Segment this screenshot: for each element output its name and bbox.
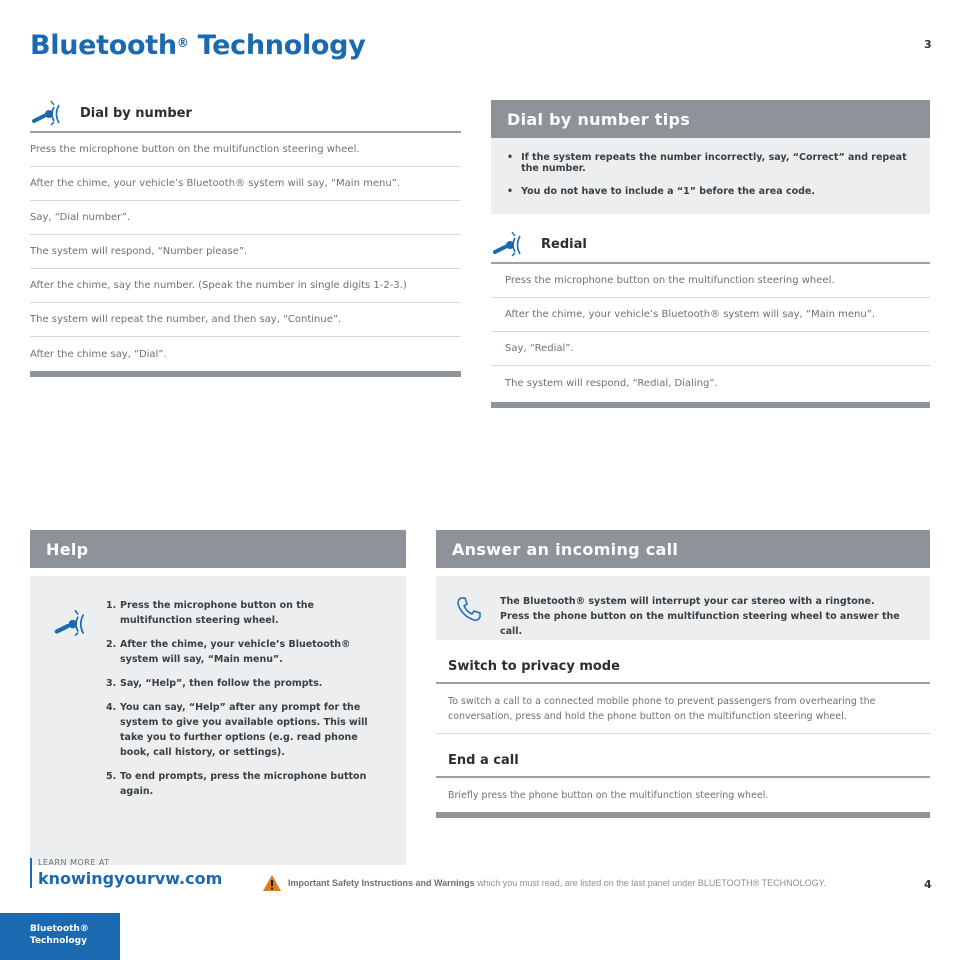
website-link[interactable]: knowingyourvw.com (38, 869, 223, 888)
help-heading: Help (30, 530, 406, 568)
section-tab (0, 913, 120, 960)
microphone-voice-icon (52, 606, 100, 640)
list-item: 3. Say, “Help”, then follow the prompts. (106, 678, 323, 689)
dial-by-number-heading: Dial by number (80, 105, 192, 121)
redial-header (491, 226, 930, 264)
end-call-heading: End a call (436, 734, 930, 778)
learn-more-label: LEARN MORE AT (38, 858, 110, 867)
phone-handset-icon (454, 594, 484, 624)
list-item: 1. Press the microphone button on the multifunction steering wheel. (106, 600, 314, 626)
answer-call-section (436, 530, 930, 818)
redial-heading: Redial (541, 236, 587, 252)
redial-steps-list (491, 264, 930, 400)
help-section (30, 530, 406, 865)
dial-steps-list (30, 133, 461, 371)
end-call-text: Briefly press the phone button on the multifunction steering wheel. (448, 790, 769, 801)
list-item: After the chime, your vehicle’s Bluetooth® system will say, “Main menu”. (491, 298, 930, 332)
redial-section (491, 226, 930, 408)
warning-triangle-icon (262, 874, 282, 892)
privacy-mode-heading: Switch to privacy mode (436, 640, 930, 684)
list-item: 4. You can say, “Help” after any prompt for the system to give you available options. This will take you to further options (e.g. read phone book, call history, or settings). (106, 702, 368, 758)
list-item: 2. After the chime, your vehicle’s Bluetooth® system will say, “Main menu”. (106, 639, 351, 665)
list-item: After the chime, say the number. (Speak the number in single digits 1-2-3.) (30, 269, 461, 303)
safety-warning-text: Important Safety Instructions and Warnings which you must read, are listed on the last panel under BLUETOOTH® TECHNOLOGY. (288, 878, 826, 888)
microphone-voice-icon (30, 97, 74, 129)
learn-more-block (30, 858, 222, 888)
list-item: Press the microphone button on the multifunction steering wheel. (491, 264, 930, 298)
list-item: • You do not have to include a “1” before the area code. (507, 186, 815, 197)
section-divider (491, 402, 930, 408)
list-item: The system will repeat the number, and then say, “Continue”. (30, 303, 461, 337)
list-item: The system will respond, “Redial, Dialing”. (505, 377, 718, 389)
page-number-bottom: 4 (924, 878, 932, 891)
safety-warning (262, 874, 826, 892)
answer-call-text: The Bluetooth® system will interrupt your car stereo with a ringtone. Press the phone button on the multifunction steering wheel to answer the call. (500, 596, 900, 637)
answer-call-box (436, 576, 930, 640)
page-number-top: 3 (924, 38, 932, 51)
dial-by-number-header (30, 95, 461, 133)
answer-call-heading: Answer an incoming call (436, 530, 930, 568)
list-item: After the chime, your vehicle’s Bluetooth® system will say, “Main menu”. (30, 167, 461, 201)
microphone-voice-icon (491, 228, 535, 260)
list-item: Say, “Dial number”. (30, 201, 461, 235)
section-divider (30, 371, 461, 377)
list-item: After the chime say, “Dial”. (30, 348, 167, 360)
list-item: Press the microphone button on the multifunction steering wheel. (30, 133, 461, 167)
dial-tips-heading: Dial by number tips (491, 100, 930, 138)
page-title: Bluetooth® Technology (30, 30, 366, 61)
privacy-mode-text: To switch a call to a connected mobile phone to prevent passengers from overhearing the conversation, press and hold the phone button on the multifunction steering wheel. (436, 684, 930, 734)
dial-tips-section (491, 100, 930, 214)
section-tab-line2: Technology (30, 936, 87, 946)
list-item: • If the system repeats the number incorrectly, say, “Correct” and repeat the number. (507, 152, 907, 174)
help-box (30, 576, 406, 865)
list-item: The system will respond, “Number please”. (30, 235, 461, 269)
help-steps-list (106, 598, 382, 808)
section-divider (436, 812, 930, 818)
section-tab-line1: Bluetooth® (30, 924, 89, 934)
list-item: Say, “Redial”. (491, 332, 930, 366)
list-item: 5. To end prompts, press the microphone button again. (106, 771, 367, 797)
dial-by-number-section (30, 95, 461, 377)
dial-tips-box (491, 138, 930, 214)
